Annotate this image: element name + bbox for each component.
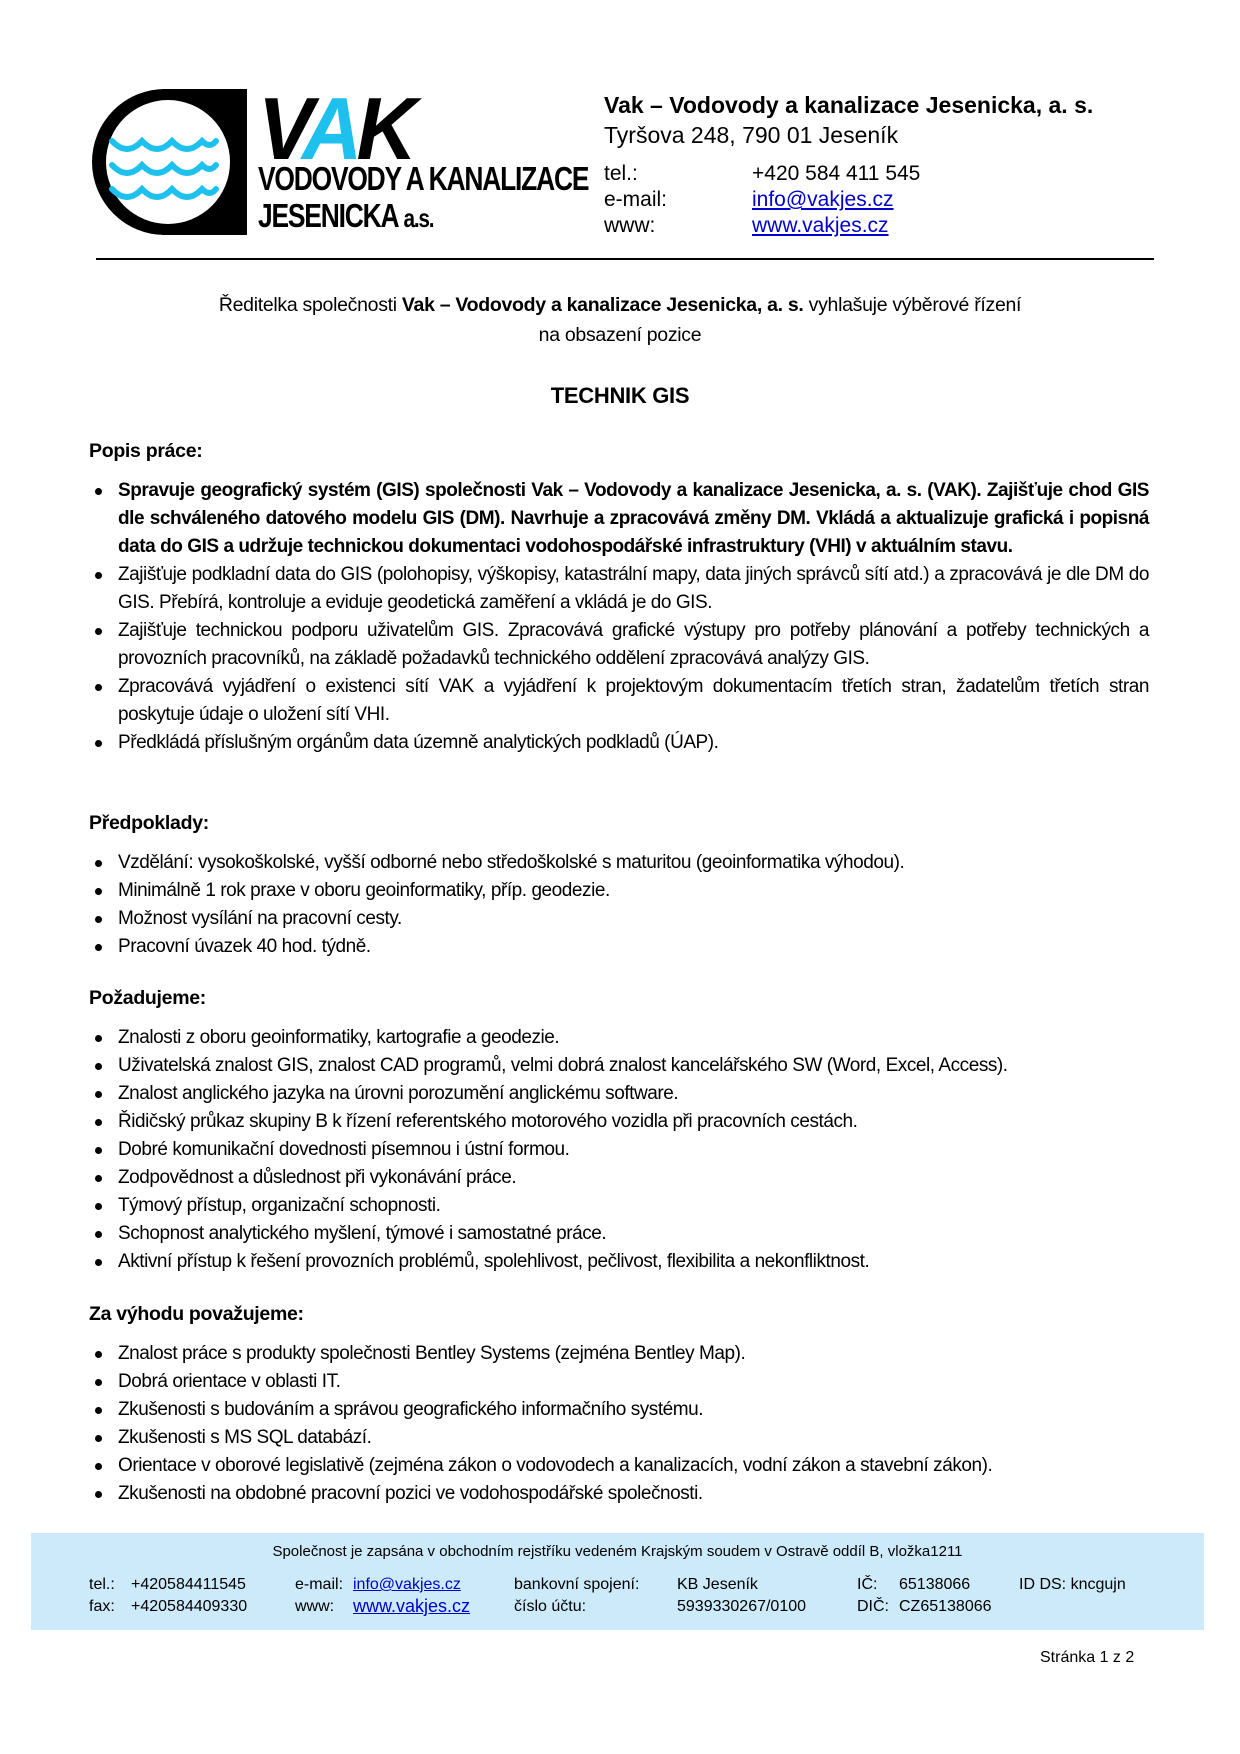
header-www-row: [604, 214, 889, 238]
email-label: e-mail:: [604, 188, 668, 211]
bullet-icon: [95, 916, 102, 923]
bullet-icon: [95, 1063, 102, 1070]
list-item: Dobré komunikační dovednosti písemnou i ústní formou.: [89, 1136, 1149, 1164]
footer-fax-value: +420584409330: [131, 1598, 248, 1615]
bullet-icon: [95, 1491, 102, 1498]
list-item: Minimálně 1 rok praxe v oboru geoinformatiky, příp. geodezie.: [89, 877, 1149, 905]
bullet-icon: [95, 1435, 102, 1442]
tel-label: tel.:: [604, 162, 638, 185]
header-email-row: [604, 188, 894, 212]
bullet-icon: [95, 888, 102, 895]
list-item: Znalosti z oboru geoinformatiky, kartografie a geodezie.: [89, 1024, 1149, 1052]
list-item: Zkušenosti s MS SQL databází.: [89, 1424, 1149, 1452]
footer-ic-label: IČ:: [857, 1576, 878, 1593]
job-description-list: [89, 477, 1149, 757]
bullet-icon: [95, 1351, 102, 1358]
bullet-icon: [95, 1463, 102, 1470]
list-item: Pracovní úvazek 40 hod. týdně.: [89, 933, 1149, 961]
bullet-icon: [95, 1407, 102, 1414]
footer-dic-value: CZ65138066: [899, 1598, 992, 1615]
logo-text-line2: JESENICKA a.s.: [258, 197, 434, 234]
prerequisites-list: [89, 849, 1149, 961]
bullet-icon: [95, 1147, 102, 1154]
bullet-icon: [95, 1259, 102, 1266]
footer-company-info: [31, 1533, 1204, 1630]
footer-tel-value: +420584411545: [131, 1576, 246, 1593]
section-heading-advantages: Za výhodu považujeme:: [89, 1303, 304, 1325]
list-item: Dobrá orientace v oblasti IT.: [89, 1368, 1149, 1396]
list-item: Uživatelská znalost GIS, znalost CAD programů, velmi dobrá znalost kancelářského SW (Word, Excel, Access).: [89, 1052, 1149, 1080]
intro-line-2: na obsazení pozice: [538, 324, 702, 346]
registration-note: Společnost je zapsána v obchodním rejstříku vedeném Krajským soudem v Ostravě oddíl B, vložka1211: [272, 1543, 963, 1560]
list-item: Možnost vysílání na pracovní cesty.: [89, 905, 1149, 933]
list-item: Vzdělání: vysokoškolské, vyšší odborné nebo středoškolské s maturitou (geoinformatika výhodou).: [89, 849, 1149, 877]
footer-email-link[interactable]: info@vakjes.cz: [353, 1576, 461, 1593]
footer-email-label: e-mail:: [295, 1576, 344, 1593]
footer-website-link[interactable]: www.vakjes.cz: [353, 1596, 471, 1616]
company-name: Vak – Vodovody a kanalizace Jesenicka, a. s.: [604, 92, 1094, 118]
water-waves-icon: [92, 89, 247, 235]
footer-account-value: 5939330267/0100: [677, 1598, 807, 1615]
bullet-icon: [95, 740, 102, 747]
list-item: Schopnost analytického myšlení, týmové i samostatné práce.: [89, 1220, 1149, 1248]
bullet-icon: [95, 684, 102, 691]
list-item: Zajišťuje technickou podporu uživatelům GIS. Zpracovává grafické výstupy pro potřeby plánování a potřeby technických a provozních pracovníků, na základě požadavků technického oddělení zpracovává analýzy GIS.: [89, 617, 1149, 673]
email-link[interactable]: info@vakjes.cz: [752, 188, 894, 211]
bullet-icon: [95, 1119, 102, 1126]
intro-line-1: Ředitelka společnosti Vak – Vodovody a kanalizace Jesenicka, a. s. vyhlašuje výběrové řízení: [218, 294, 1022, 316]
bullet-icon: [95, 1379, 102, 1386]
list-item: Zkušenosti na obdobné pracovní pozici ve vodohospodářské společnosti.: [89, 1480, 1149, 1508]
logo-text-line1: VODOVODY A KANALIZACE: [258, 160, 589, 197]
list-item: Znalost anglického jazyka na úrovni porozumění anglickému software.: [89, 1080, 1149, 1108]
list-item: Aktivní přístup k řešení provozních problémů, spolehlivost, pečlivost, flexibilita a nekonfliktnost.: [89, 1248, 1149, 1276]
list-item: Zajišťuje podkladní data do GIS (polohopisy, výškopisy, katastrální mapy, data jiných správců sítí atd.) a zpracovává je dle DM do GIS. Přebírá, kontroluje a eviduje geodetická zaměření a vkládá je do GIS.: [89, 561, 1149, 617]
advantages-list: [89, 1340, 1149, 1508]
bullet-icon: [95, 1091, 102, 1098]
header-tel-row: [604, 162, 920, 186]
bullet-icon: [95, 1231, 102, 1238]
logo-wordmark: VAK: [258, 79, 412, 178]
tel-value: +420 584 411 545: [752, 162, 921, 185]
position-title: TECHNIK GIS: [550, 383, 690, 408]
page-number: Stránka 1 z 2: [1040, 1649, 1135, 1666]
footer-bank-label: bankovní spojení:: [514, 1576, 640, 1593]
website-link[interactable]: www.vakjes.cz: [752, 214, 889, 237]
footer-www-label: www:: [295, 1598, 335, 1615]
footer-dic-label: DIČ:: [857, 1598, 889, 1615]
list-item: Spravuje geografický systém (GIS) společnosti Vak – Vodovody a kanalizace Jesenicka, a. s. (VAK). Zajišťuje chod GIS dle schváleného datového modelu GIS (DM). Navrhuje a zpracovává změny DM. Vkládá a aktualizuje grafická i popisná data do GIS a udržuje technickou dokumentaci vodohospodářské infrastruktury (VHI) v aktuálním stavu.: [89, 477, 1149, 561]
list-item: Řidičský průkaz skupiny B k řízení referentského motorového vozidla při pracovních cestách.: [89, 1108, 1149, 1136]
bullet-icon: [95, 1035, 102, 1042]
requirements-list: [89, 1024, 1149, 1276]
list-item: Zpracovává vyjádření o existenci sítí VAK a vyjádření k projektovým dokumentacím třetích stran, žadatelům třetích stran poskytuje údaje o uložení sítí VHI.: [89, 673, 1149, 729]
company-logo: [92, 79, 589, 237]
section-heading-requirements: Požadujeme:: [89, 987, 206, 1009]
list-item: Zodpovědnost a důslednost při vykonávání práce.: [89, 1164, 1149, 1192]
bullet-icon: [95, 488, 102, 495]
bullet-icon: [95, 944, 102, 951]
footer-tel-label: tel.:: [89, 1576, 115, 1593]
footer-data-box-id: ID DS: kncgujn: [1019, 1576, 1126, 1593]
list-item: Předkládá příslušným orgánům data územně analytických podkladů (ÚAP).: [89, 729, 1149, 757]
www-label: www:: [604, 214, 656, 237]
bullet-icon: [95, 1203, 102, 1210]
footer-fax-label: fax:: [89, 1598, 115, 1615]
section-heading-job-description: Popis práce:: [89, 440, 203, 462]
footer-ic-value: 65138066: [899, 1576, 971, 1593]
section-heading-prerequisites: Předpoklady:: [89, 812, 209, 834]
bullet-icon: [95, 1175, 102, 1182]
list-item: Týmový přístup, organizační schopnosti.: [89, 1192, 1149, 1220]
list-item: Znalost práce s produkty společnosti Bentley Systems (zejména Bentley Map).: [89, 1340, 1149, 1368]
list-item: Orientace v oborové legislativě (zejména zákon o vodovodech a kanalizacích, vodní zákon a stavební zákon).: [89, 1452, 1149, 1480]
footer-account-label: číslo účtu:: [514, 1598, 587, 1615]
footer-bank-value: KB Jeseník: [677, 1576, 758, 1593]
header-divider: [96, 258, 1154, 260]
bullet-icon: [95, 628, 102, 635]
company-address: Tyršova 248, 790 01 Jeseník: [604, 122, 899, 148]
list-item: Zkušenosti s budováním a správou geografického informačního systému.: [89, 1396, 1149, 1424]
bullet-icon: [95, 860, 102, 867]
bullet-icon: [95, 572, 102, 579]
